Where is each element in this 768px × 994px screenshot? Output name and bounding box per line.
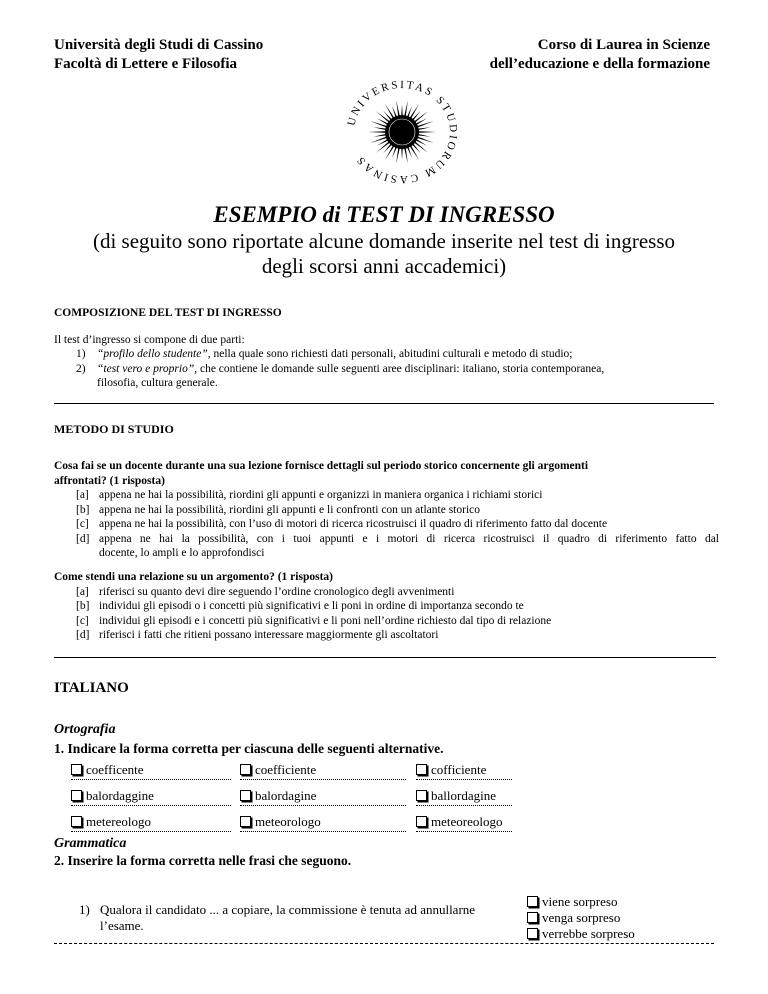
- checkbox-icon: [71, 816, 82, 827]
- university-seal-logo: [336, 80, 468, 184]
- checkbox-icon: [240, 764, 251, 775]
- checkbox-icon: [416, 764, 427, 775]
- question-1-text: Cosa fai se un docente durante una sua lezione fornisce dettagli sul periodo storico concernente gli argomenti affrontati? (1 risposta): [54, 460, 589, 487]
- seal-ray: [417, 131, 436, 133]
- header-right: [490, 36, 710, 74]
- spelling-option[interactable]: ballordagine: [416, 788, 512, 806]
- grammar-question: 2. Inserire la forma corretta nelle frasi che seguono.: [54, 853, 352, 868]
- spelling-option[interactable]: metereologo: [71, 814, 231, 832]
- spelling-option[interactable]: coefficiente: [240, 762, 406, 780]
- checkbox-icon: [240, 816, 251, 827]
- dashed-divider: [54, 943, 714, 944]
- spelling-question: 1. Indicare la forma corretta per ciascuna delle seguenti alternative.: [54, 741, 444, 756]
- checkbox-icon: [416, 790, 427, 801]
- spelling-option[interactable]: meteoreologo: [416, 814, 512, 832]
- checkbox-icon: [527, 896, 538, 907]
- section-divider: [54, 403, 714, 404]
- svg-text:UNIVERSITAS STUDIORUM CASINAS: UNIVERSITAS STUDIORUM CASINAS: [345, 80, 460, 184]
- spelling-option[interactable]: cofficiente: [416, 762, 512, 780]
- spelling-option[interactable]: balordaggine: [71, 788, 231, 806]
- course-name-line2: dell’educazione e della formazione: [489, 56, 710, 72]
- section-divider: [54, 657, 716, 658]
- page-subtitle: (di seguito sono riportate alcune domande inserite nel test di ingresso degli scorsi anni accademici): [92, 229, 676, 278]
- checkbox-icon: [527, 912, 538, 923]
- grammar-subheading: Grammatica: [54, 836, 127, 851]
- composition-heading: COMPOSIZIONE DEL TEST DI INGRESSO: [54, 307, 282, 319]
- course-name-line1: Corso di Laurea in Scienze: [537, 37, 710, 53]
- university-name: Università degli Studi di Cassino: [54, 37, 264, 53]
- spelling-subheading: Ortografia: [54, 722, 116, 737]
- spelling-option[interactable]: meteorologo: [240, 814, 406, 832]
- seal-ray: [370, 121, 388, 128]
- spelling-option[interactable]: balordagine: [240, 788, 406, 806]
- grammar-choice[interactable]: venga sorpreso: [527, 910, 635, 926]
- checkbox-icon: [416, 816, 427, 827]
- grammar-choices: [527, 894, 635, 942]
- composition-intro: Il test d’ingresso si compone di due parti:: [54, 334, 245, 346]
- composition-list: 1) “profilo dello studente”, nella quale sono richiesti dati personali, abitudini culturali e metodo di studio; 2) “test vero e proprio”, che contiene le domande sulle seguenti aree disciplinari: italiano, storia contemporanea, filosofia, cultura generale.: [76, 347, 716, 391]
- question-2-text: Come stendi una relazione su un argomento? (1 risposta): [54, 571, 333, 583]
- italian-heading: ITALIANO: [54, 680, 129, 696]
- checkbox-icon: [240, 790, 251, 801]
- checkbox-icon: [71, 790, 82, 801]
- page-title: ESEMPIO di TEST DI INGRESSO: [213, 202, 555, 227]
- grammar-choice[interactable]: verrebbe sorpreso: [527, 926, 635, 942]
- seal-ray: [368, 131, 387, 133]
- composition-item: 1) “profilo dello studente”, nella quale sono richiesti dati personali, abitudini culturali e metodo di studio;: [76, 348, 573, 360]
- seal-ray: [370, 136, 388, 143]
- study-method-heading: METODO DI STUDIO: [54, 422, 174, 436]
- faculty-name: Facoltà di Lettere e Filosofia: [54, 56, 238, 72]
- spelling-option[interactable]: coefficente: [71, 762, 231, 780]
- composition-item: 2) “test vero e proprio”, che contiene le domande sulle seguenti aree disciplinari: italiano, storia contemporanea,: [76, 362, 605, 375]
- seal-ray: [416, 136, 434, 143]
- header-left: [54, 36, 263, 74]
- checkbox-icon: [527, 928, 538, 939]
- seal-ray: [416, 121, 434, 128]
- checkbox-icon: [71, 764, 82, 775]
- grammar-choice[interactable]: viene sorpreso: [527, 894, 635, 910]
